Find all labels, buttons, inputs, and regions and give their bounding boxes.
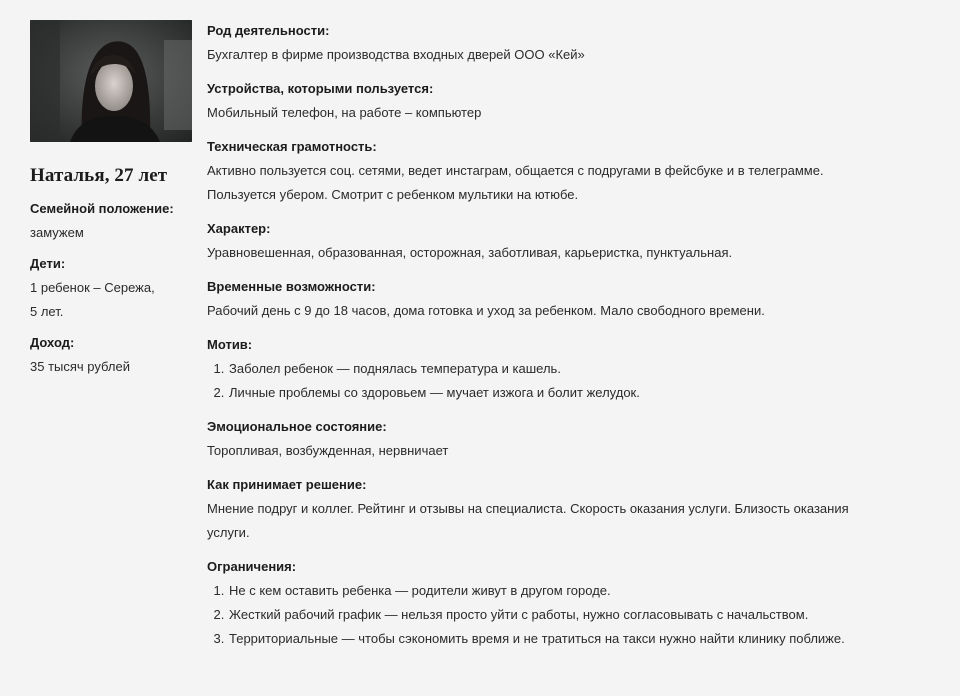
- character-section: [207, 220, 907, 265]
- children-field: [30, 255, 200, 324]
- marital-status-field: [30, 200, 200, 245]
- children-value-line: 5 лет.: [30, 304, 64, 319]
- list-item: 3. Территориальные — чтобы сэкономить время и не тратиться на такси нужно найти клинику поближе.: [228, 627, 907, 651]
- list-item: 1. Не с кем оставить ребенка — родители живут в другом городе.: [228, 579, 907, 603]
- decision-section: [207, 476, 907, 545]
- tech-literacy-label: Техническая грамотность:: [207, 139, 377, 154]
- devices-section: [207, 80, 907, 125]
- limitations-section: [207, 558, 907, 651]
- time-label: Временные возможности:: [207, 279, 376, 294]
- character-value: Уравновешенная, образованная, осторожная, заботливая, карьеристка, пунктуальная.: [207, 245, 733, 260]
- income-value: 35 тысяч рублей: [30, 359, 130, 374]
- devices-label: Устройства, которыми пользуется:: [207, 81, 434, 96]
- profile-column: [30, 20, 200, 379]
- children-label: Дети:: [30, 256, 66, 271]
- decision-label: Как принимает решение:: [207, 477, 367, 492]
- limitations-label: Ограничения:: [207, 559, 297, 574]
- avatar: [30, 20, 192, 142]
- limitations-list: [207, 579, 907, 651]
- devices-value: Мобильный телефон, на работе – компьютер: [207, 105, 482, 120]
- motive-list: [207, 357, 907, 405]
- list-item: 1. Заболел ребенок — поднялась температура и кашель.: [228, 357, 907, 381]
- marital-status-value: замужем: [30, 225, 84, 240]
- decision-line: услуги.: [207, 525, 250, 540]
- list-item: 2. Личные проблемы со здоровьем — мучает изжога и болит желудок.: [228, 381, 907, 405]
- income-field: [30, 334, 200, 379]
- marital-status-label: Семейной положение:: [30, 201, 174, 216]
- time-section: [207, 278, 907, 323]
- emotional-state-value: Торопливая, возбужденная, нервничает: [207, 443, 449, 458]
- details-column: [207, 22, 907, 664]
- tech-literacy-line: Пользуется убером. Смотрит с ребенком мультики на ютюбе.: [207, 187, 579, 202]
- decision-line: Мнение подруг и коллег. Рейтинг и отзывы на специалиста. Скорость оказания услуги. Близость оказания: [207, 501, 849, 516]
- character-label: Характер:: [207, 221, 271, 236]
- tech-literacy-line: Активно пользуется соц. сетями, ведет инстаграм, общается с подругами в фейсбуке и в телеграмме.: [207, 163, 824, 178]
- children-value-line: 1 ребенок – Сережа,: [30, 280, 155, 295]
- motive-label: Мотив:: [207, 337, 253, 352]
- emotional-state-section: [207, 418, 907, 463]
- time-value: Рабочий день с 9 до 18 часов, дома готовка и уход за ребенком. Мало свободного времени.: [207, 303, 765, 318]
- occupation-value: Бухгалтер в фирме производства входных дверей ООО «Кей»: [207, 47, 585, 62]
- income-label: Доход:: [30, 335, 75, 350]
- emotional-state-label: Эмоциональное состояние:: [207, 419, 387, 434]
- occupation-label: Род деятельности:: [207, 23, 330, 38]
- occupation-section: [207, 22, 907, 67]
- tech-literacy-section: [207, 138, 907, 207]
- motive-section: [207, 336, 907, 405]
- portrait-photo-icon: [30, 20, 192, 142]
- person-name: Наталья, 27 лет: [30, 165, 168, 186]
- list-item: 2. Жесткий рабочий график — нельзя просто уйти с работы, нужно согласовывать с начальством.: [228, 603, 907, 627]
